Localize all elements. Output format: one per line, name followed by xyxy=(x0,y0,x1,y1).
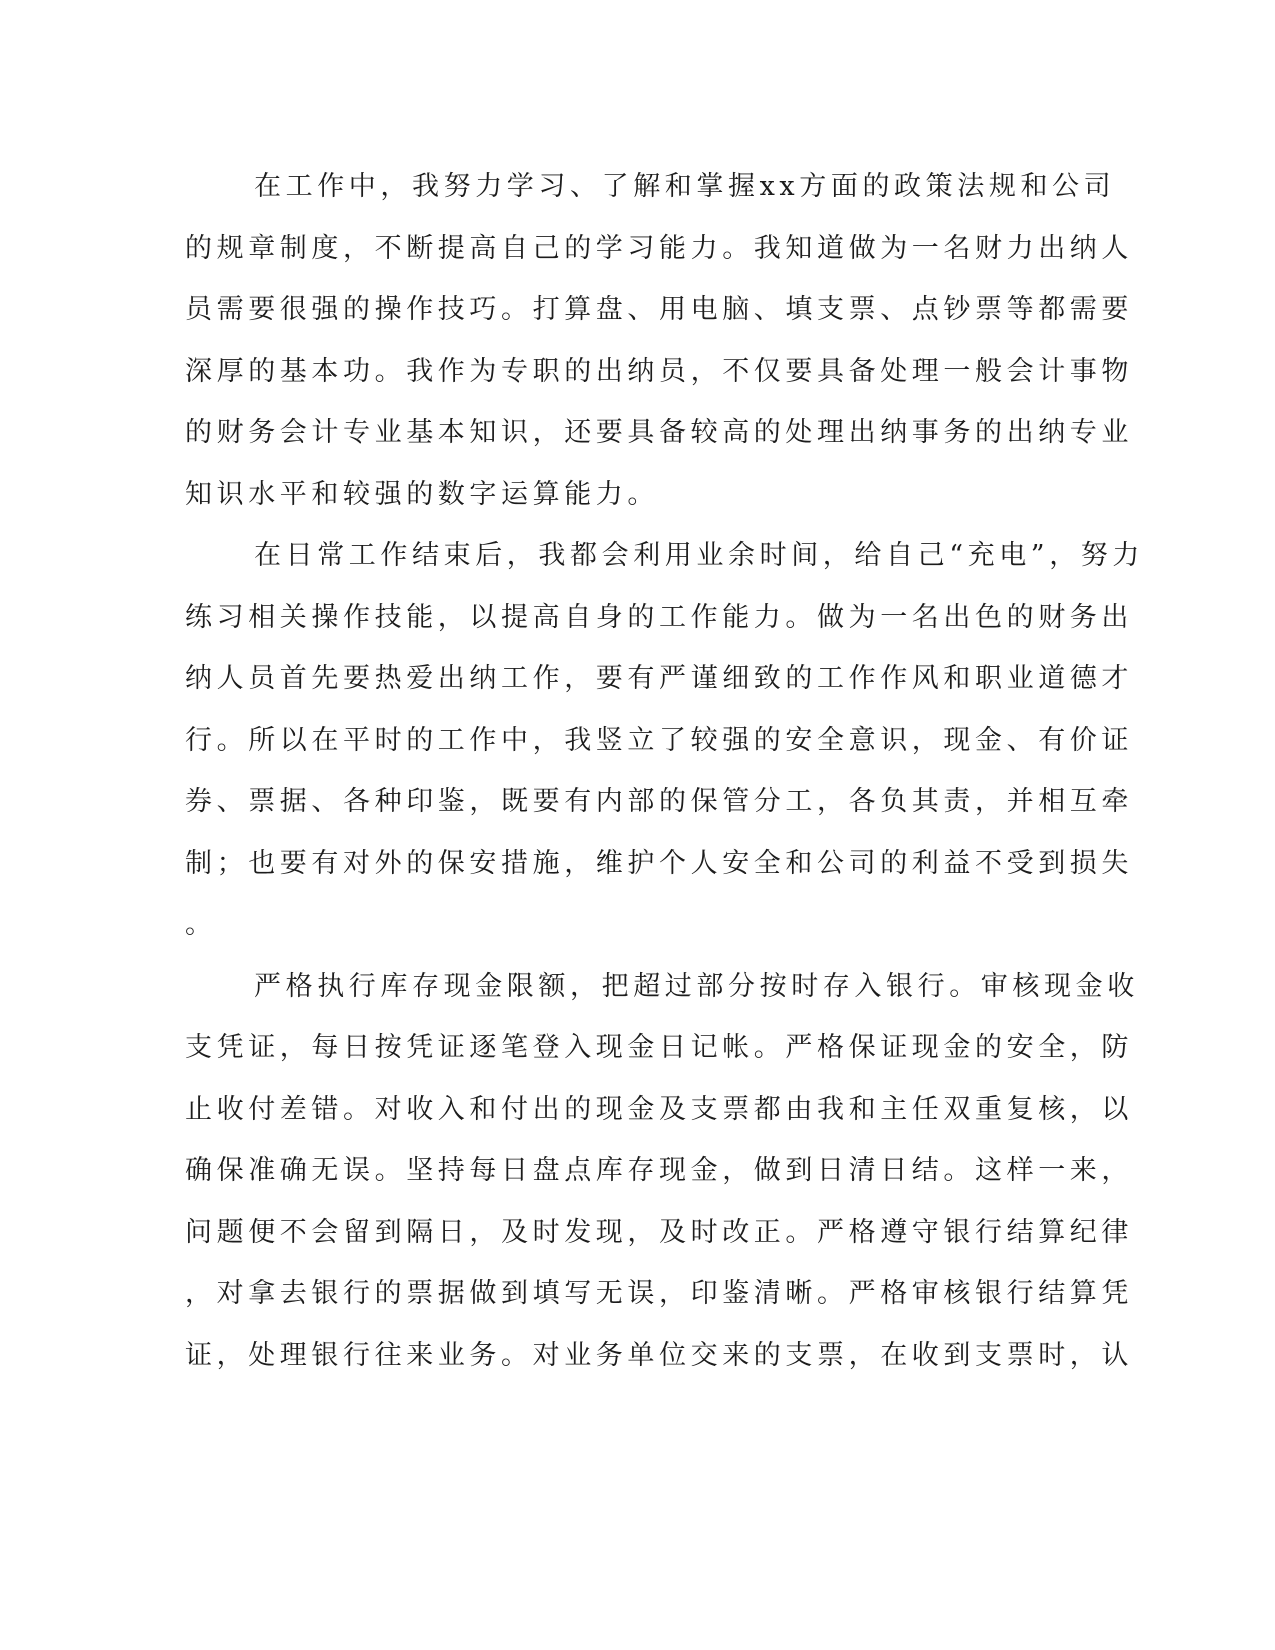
paragraph-line: 深厚的基本功。我作为专职的出纳员，不仅要具备处理一般会计事物 xyxy=(185,355,1133,387)
paragraph-line: 的财务会计专业基本知识，还要具备较高的处理出纳事务的出纳专业 xyxy=(185,417,1133,448)
paragraph-line: 制；也要有对外的保安措施，维护个人安全和公司的利益不受到损失 xyxy=(185,847,1133,879)
paragraph-line: 练习相关操作技能，以提高自身的工作能力。做为一名出色的财务出 xyxy=(185,601,1133,633)
paragraph-line: 在日常工作结束后，我都会利用业余时间，给自己“充电”，努力 xyxy=(254,540,1145,571)
paragraph-1 xyxy=(185,156,1133,525)
paragraph-line: 。 xyxy=(185,909,217,940)
paragraph-line: 员需要很强的操作技巧。打算盘、用电脑、填支票、点钞票等都需要 xyxy=(185,294,1133,325)
paragraph-line: 在工作中，我努力学习、了解和掌握xx方面的政策法规和公司 xyxy=(254,171,1116,202)
paragraph-3 xyxy=(185,956,1139,1387)
paragraph-line: 知识水平和较强的数字运算能力。 xyxy=(185,478,659,510)
paragraph-line: 严格执行库存现金限额，把超过部分按时存入银行。审核现金收 xyxy=(254,970,1139,1002)
document-body xyxy=(185,156,1145,1386)
paragraph-line: 支凭证，每日按凭证逐笔登入现金日记帐。严格保证现金的安全，防 xyxy=(185,1032,1133,1063)
paragraph-line: 券、票据、各种印鉴，既要有内部的保管分工，各负其责，并相互牵 xyxy=(185,786,1133,817)
paragraph-line: 确保准确无误。坚持每日盘点库存现金，做到日清日结。这样一来， xyxy=(185,1155,1133,1186)
paragraph-line: 行。所以在平时的工作中，我竖立了较强的安全意识，现金、有价证 xyxy=(185,724,1133,756)
paragraph-line: ，对拿去银行的票据做到填写无误，印鉴清晰。严格审核银行结算凭 xyxy=(185,1278,1133,1309)
paragraph-2 xyxy=(185,525,1145,956)
paragraph-line: 的规章制度，不断提高自己的学习能力。我知道做为一名财力出纳人 xyxy=(185,232,1133,264)
paragraph-line: 纳人员首先要热爱出纳工作，要有严谨细致的工作作风和职业道德才 xyxy=(185,663,1133,694)
paragraph-line: 证，处理银行往来业务。对业务单位交来的支票，在收到支票时，认 xyxy=(185,1339,1133,1371)
paragraph-line: 问题便不会留到隔日，及时发现，及时改正。严格遵守银行结算纪律 xyxy=(185,1216,1133,1248)
paragraph-line: 止收付差错。对收入和付出的现金及支票都由我和主任双重复核，以 xyxy=(185,1093,1133,1125)
